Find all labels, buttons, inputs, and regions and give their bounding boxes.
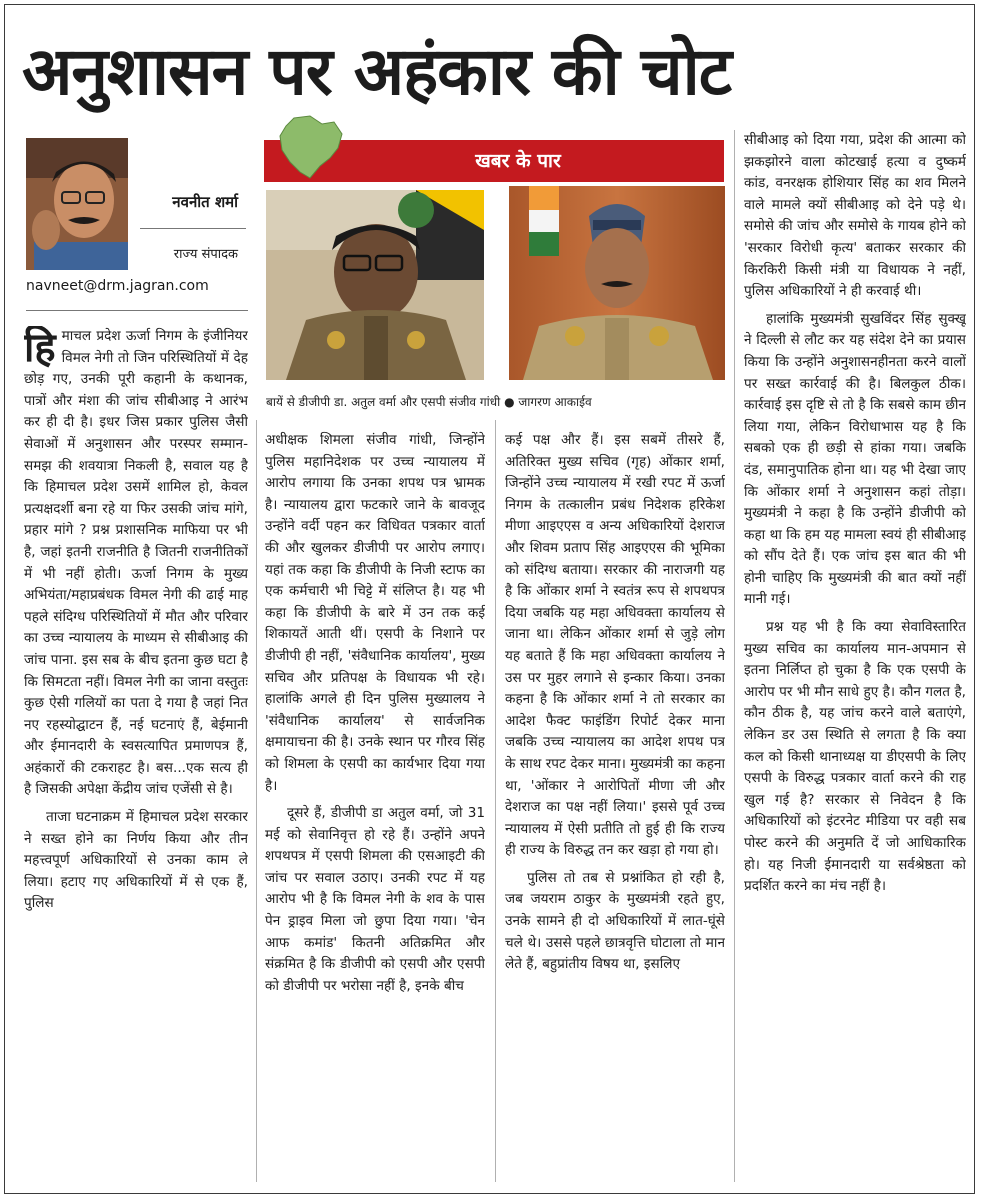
- author-block-divider: [26, 310, 248, 311]
- paragraph: पुलिस तो तब से प्रश्नांकित हो रही है, जब जयराम ठाकुर के मुख्यमंत्री रहते हुए, उनके सामने ही दो अधिकारियों में लात-घूंसे चले थे। उससे पहले छात्रवृत्ति घोटाला तो मान लेते हैं, बहुप्रांतीय विषय था, इसलिए: [505, 869, 725, 973]
- author-divider: [140, 228, 246, 229]
- himachal-map-icon: [276, 114, 346, 182]
- paragraph: कई पक्ष और हैं। इस सबमें तीसरे हैं, अतिरिक्त मुख्य सचिव (गृह) ओंकार शर्मा, जिन्होंने उच्च न्यायालय में रखी रपट में ऊर्जा निगम के तत्कालीन प्रबंध निदेशक हरिकेश मीणा आइएएस व अन्य अधिकारियों देशराज और शिवम प्रताप सिंह आइएएस की भूमिका को संदिग्ध बताया। सरकार की नाराजगी यह है कि ओंकार शर्मा ने स्वतंत्र रूप से शपथपत्र दिया जबकि यह महा अधिवक्ता कार्यालय से जाना था। लेकिन ओंकार शर्मा से जुड़े लोग यह बताते हैं कि महा अधिवक्ता कार्यालय ने उस पर मुहर लगाने से इन्कार किया। उनका कहना है कि ओंकार शर्मा ने तो सरकार का आदेश फैक्ट फाइंडिंग रिपोर्ट देकर माना जबकि उच्च न्यायालय का आदेश शपथ पत्र के साथ रपट देकर माना। मुख्यमंत्री का कहना था, 'ओंकार ने आरोपितों मीणा जी और देशराज का पक्ष नहीं लिया।' इससे पूर्व उच्च न्यायालय में ऐसी प्रतीति तो हुई ही कि राज्य ही राज्य के विरुद्ध तन कर खड़ा हो गया हो।: [505, 432, 725, 859]
- paragraph: सीबीआइ को दिया गया, प्रदेश की आत्मा को झकझोरने वाला कोटखाई हत्या व दुष्कर्म कांड, वनरक्षक होशियार सिंह का शव मिलने वाले मामले क्यों सीबीआइ को देने पड़े थे। समोसे की जांच और समोसे के गायब होने को 'सरकार विरोधी कृत्य' बताकर सरकार की किरकिरी किसी मंत्री या विधायक ने नहीं, पुलिस अधिकारियों ने ही करवाई थी।: [744, 132, 966, 300]
- author-email: navneet@drm.jagran.com: [26, 278, 209, 294]
- article-column-3: [505, 430, 725, 1182]
- column-divider: [495, 420, 496, 1182]
- paragraph: ताजा घटनाक्रम में हिमाचल प्रदेश सरकार ने सख्त होने का निर्णय किया और तीन महत्त्वपूर्ण अधिकारियों से उनका काम ले लिया। हटाए गए अधिकारियों में से एक हैं, पुलिस: [24, 809, 248, 912]
- column-divider: [734, 130, 735, 1182]
- dgp-photo: [266, 190, 484, 380]
- article-column-2: [265, 430, 485, 1182]
- banner-label: खबर के पार: [475, 150, 561, 172]
- paragraph: माचल प्रदेश ऊर्जा निगम के इंजीनियर विमल नेगी तो जिन परिस्थितियों में देह छोड़ गए, उनकी पूरी कहानी के कथानक, पात्रों और मंशा की जांच सीबीआइ ने आरंभ कर ही दी है। इधर जिस प्रकार पुलिस जैसी सेवाओं में अनुशासन और परस्पर सम्मान-समझ की शवयात्रा निकली है, सवाल यह है कि हिमाचल प्रदेश उसमें शामिल हो, केवल प्रत्यक्षदर्शी बना रहे या फिर उसकी जांच मांगे, प्रहार मांगे ? प्रश्न प्रशासनिक माफिया पर भी है, जहां इतनी राजनीति है जितनी राजनीतिकों में भी नहीं होती। ऊर्जा निगम के मुख्य अभियंता/महाप्रबंधक विमल नेगी की ढाई माह पहले संदिग्ध परिस्थितियों में मौत और परिवार का उच्च न्यायालय के माध्यम से सीबीआइ की जांच पाना. इस सब के बीच इतना कुछ घटा है कि सिमटता नहीं। विमल नेगी का जाना वस्तुतः कुछ ऐसी गलियों का पता दे गया है जहां नित नए रहस्योद्घाटन हैं, नई घटनाएं हैं, बेईमानी और ईमानदारी के स्वसत्यापित प्रमाणपत्र हैं, अहंकारों की टकराहट है। बस...एक सत्य ही है जिसकी अपेक्षा केंद्रीय जांच एजेंसी से है।: [24, 328, 248, 798]
- sp-photo: [509, 186, 725, 380]
- author-name: नवनीत शर्मा: [172, 193, 238, 211]
- headline: अनुशासन पर अहंकार की चोट: [22, 33, 731, 110]
- paragraph: अधीक्षक शिमला संजीव गांधी, जिन्होंने पुलिस महानिदेशक पर उच्च न्यायालय में आरोप लगाया कि उनका शपथ पत्र भ्रामक है। न्यायालय द्वारा फटकारे जाने के बावजूद उन्होंने वर्दी पहन कर विधिवत पत्रकार वार्ता की और खुलकर डीजीपी पर आरोप लगाए। यहां तक कहा कि डीजीपी के निजी स्टाफ का एक कर्मचारी भी चिट्टे में संलिप्त है। यह भी कहा कि डीजीपी के बारे में उन तक कई शिकायतें आती थीं। एसपी के निशाने पर डीजीपी ही नहीं, 'संवैधानिक कार्यालय', मुख्य सचिव और प्रतिपक्ष के विधायक भी रहे। हालांकि अगले ही दिन पुलिस मुख्यालय ने 'संवैधानिक कार्यालय' से सार्वजनिक क्षमायाचना की है। उनके स्थान पर गौरव सिंह को शिमला के एसपी का कार्यभार दिया गया है।: [265, 432, 485, 794]
- paragraph: प्रश्न यह भी है कि क्या सेवाविस्तारित मुख्य सचिव का कार्यालय मान-अपमान से इतना निर्लिप्त हो चुका है कि एक एसपी के आरोप पर भी मौन साधे हुए है। कौन गलत है, कौन ठीक है, यह जांच करने वाले बताएंगे, लेकिन डर उस स्थिति से लगता है कि क्या कल को किसी थानाध्यक्ष या डीएसपी के लिए एसपी के विरुद्ध पत्रकार वार्ता करने की राह खुल गई है? सरकार से निवेदन है कि अधिकारियों को इंटरनेट मीडिया पर वही सब पोस्ट करने की अनुमति दें जो आधिकारिक हो। यह निजी ईमानदारी या सर्वश्रेष्ठता को प्रदर्शित करने का मंच नहीं है।: [744, 619, 966, 895]
- photo-caption: बायें से डीजीपी डा. अतुल वर्मा और एसपी संजीव गांधी ● जागरण आकाईव: [266, 395, 592, 409]
- author-photo: [26, 138, 128, 270]
- article-column-1: [24, 326, 248, 1186]
- author-role: राज्य संपादक: [173, 247, 238, 262]
- dropcap: हि: [24, 326, 56, 371]
- article-column-4: [744, 130, 966, 1182]
- paragraph: दूसरे हैं, डीजीपी डा अतुल वर्मा, जो 31 मई को सेवानिवृत्त हो रहे हैं। उन्होंने अपने शपथपत्र में एसपी शिमला की एसआइटी की जांच पर सवाल उठाए। उनकी रपट में यह आरोप भी है कि विमल नेगी के शव के पास पेन ड्राइव मिला जो छुपा दिया गया। 'चेन आफ कमांड' कितनी अतिक्रमित और संक्रमित है कि डीजीपी को एसपी और एसपी को डीजीपी पर भरोसा नहीं है, इनके बीच: [265, 805, 485, 994]
- column-divider: [256, 420, 257, 1182]
- paragraph: हालांकि मुख्यमंत्री सुखविंदर सिंह सुक्खू ने दिल्ली से लौट कर यह संदेश देने का प्रयास किया कि उन्होंने अनुशासनहीनता करने वालों पर सख्त कार्रवाई की है। बिलकुल ठीक। कार्रवाई इस दृष्टि से तो है कि सबसे काम छीन लिया गया, लेकिन विरोधाभास यह है कि सबको एक ही छड़ी से हांका गया। जबकि दंड, समानुपातिक होना था। यह भी देखा जाए कि ओंकार शर्मा ने अनुशासन कहां तोड़ा। मुख्यमंत्री ने कहा है कि उन्होंने डीजीपी को कहा था कि हम यह मामला स्वयं ही सीबीआइ को सौंप देते हैं। एक जांच इस बात की भी होनी चाहिए कि मुख्यमंत्री की बात क्यों नहीं मानी गई।: [744, 310, 966, 608]
